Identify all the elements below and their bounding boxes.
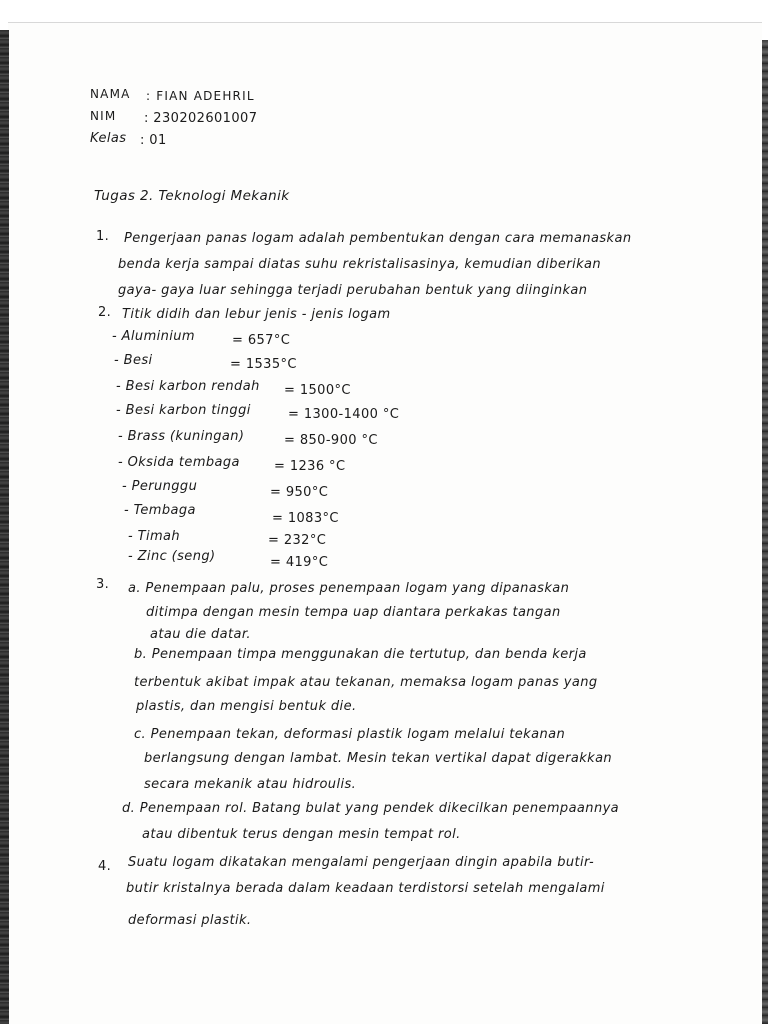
nim-label: NIM: [90, 109, 117, 123]
q4-line-3: deformasi plastik.: [128, 913, 252, 928]
q3b-line-3: plastis, dan mengisi bentuk die.: [136, 699, 357, 714]
q2-item-name: - Brass (kuningan): [118, 429, 245, 444]
q3d-line-2: atau dibentuk terus dengan mesin tempat rol.: [142, 827, 461, 842]
q3c-line-1: c. Penempaan tekan, deformasi plastik logam melalui tekanan: [134, 727, 566, 742]
q3a-line-3: atau die datar.: [150, 627, 251, 642]
q3b-line-2: terbentuk akibat impak atau tekanan, memaksa logam panas yang: [134, 675, 598, 690]
nim-value: : 230202601007: [144, 111, 258, 126]
q2-item-name: - Oksida tembaga: [118, 455, 240, 470]
q2-item-name: - Tembaga: [124, 503, 196, 518]
q1-number: 1.: [96, 229, 110, 244]
q2-item-value: = 1500°C: [284, 383, 351, 398]
q1-line-3: gaya- gaya luar sehingga terjadi perubahan bentuk yang diinginkan: [118, 283, 588, 298]
q2-item-value: = 1535°C: [230, 357, 297, 372]
q4-line-2: butir kristalnya berada dalam keadaan terdistorsi setelah mengalami: [126, 881, 605, 896]
q2-item-value: = 232°C: [268, 533, 327, 548]
q3c-line-3: secara mekanik atau hidroulis.: [144, 777, 357, 792]
q3a-line-1: a. Penempaan palu, proses penempaan logam yang dipanaskan: [128, 581, 570, 596]
q2-item-name: - Timah: [128, 529, 181, 544]
q2-intro: Titik didih dan lebur jenis - jenis logam: [122, 307, 391, 322]
paper-sheet: [8, 22, 762, 1024]
q4-number: 4.: [98, 859, 112, 874]
q3a-line-2: ditimpa dengan mesin tempa uap diantara perkakas tangan: [146, 605, 561, 620]
q2-item-value: = 657°C: [232, 333, 291, 348]
nama-value: : FIAN ADEHRIL: [146, 89, 255, 103]
q2-item-name: - Perunggu: [122, 479, 198, 494]
q2-item-value: = 1083°C: [272, 511, 339, 526]
q2-item-value: = 950°C: [270, 485, 329, 500]
q2-item-name: - Besi karbon rendah: [116, 379, 260, 394]
q3b-line-1: b. Penempaan timpa menggunakan die tertutup, dan benda kerja: [134, 647, 587, 662]
q4-line-1: Suatu logam dikatakan mengalami pengerjaan dingin apabila butir-: [128, 855, 595, 870]
q3c-line-2: berlangsung dengan lambat. Mesin tekan vertikal dapat digerakkan: [144, 751, 613, 766]
q2-item-value: = 1236 °C: [274, 459, 346, 474]
q2-item-name: - Besi: [114, 353, 153, 368]
q2-item-value: = 419°C: [270, 555, 329, 570]
q2-item-value: = 1300-1400 °C: [288, 407, 400, 422]
scan-edge-right: [762, 40, 768, 1024]
q3-number: 3.: [96, 577, 110, 592]
kelas-value: : 01: [140, 133, 167, 148]
assignment-title: Tugas 2. Teknologi Mekanik: [94, 188, 290, 204]
q2-number: 2.: [98, 305, 112, 320]
q1-line-1: Pengerjaan panas logam adalah pembentukan dengan cara memanaskan: [124, 231, 632, 246]
q2-item-name: - Aluminium: [112, 329, 195, 344]
q2-item-value: = 850-900 °C: [284, 433, 378, 448]
kelas-label: Kelas: [90, 131, 127, 146]
q2-item-name: - Zinc (seng): [128, 549, 216, 564]
nama-label: NAMA: [90, 87, 131, 101]
scan-edge-left: [0, 30, 9, 1024]
q3d-line-1: d. Penempaan rol. Batang bulat yang pendek dikecilkan penempaannya: [122, 801, 620, 816]
q1-line-2: benda kerja sampai diatas suhu rekristalisasinya, kemudian diberikan: [118, 257, 602, 272]
q2-item-name: - Besi karbon tinggi: [116, 403, 251, 418]
